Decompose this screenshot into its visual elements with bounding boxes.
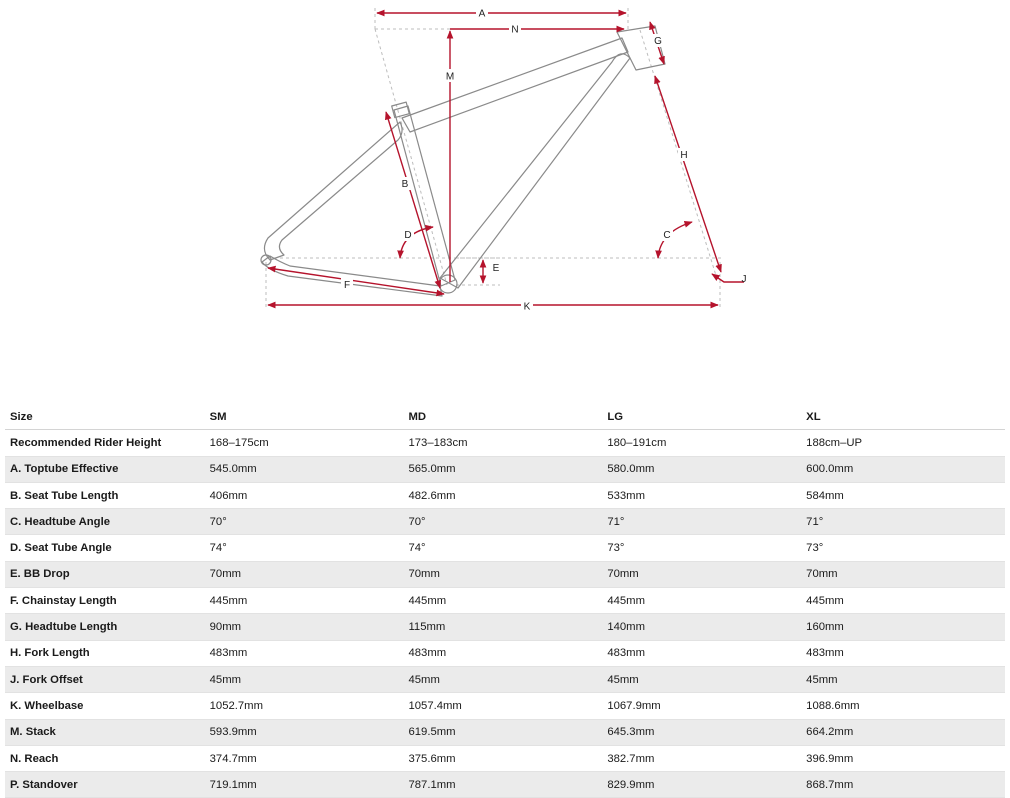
cell-sm: 545.0mm <box>205 456 404 482</box>
table-row <box>5 719 1005 745</box>
cell-md: 445mm <box>403 588 602 614</box>
seat-tube <box>394 106 455 286</box>
dimension-lines <box>268 13 744 305</box>
cell-sm: 406mm <box>205 482 404 508</box>
table-row <box>5 614 1005 640</box>
label-m: M <box>445 71 455 83</box>
seat-stay <box>264 122 402 260</box>
table-row <box>5 640 1005 666</box>
bike-frame <box>261 26 665 296</box>
row-label: F. Chainstay Length <box>5 588 205 614</box>
geometry-svg <box>0 0 1010 330</box>
table-row <box>5 482 1005 508</box>
cell-sm: 70° <box>205 509 404 535</box>
cell-lg: 71° <box>602 509 801 535</box>
table-row <box>5 561 1005 587</box>
row-label: C. Headtube Angle <box>5 509 205 535</box>
row-label: D. Seat Tube Angle <box>5 535 205 561</box>
cell-xl: 445mm <box>801 588 1005 614</box>
row-label: E. BB Drop <box>5 561 205 587</box>
table-row <box>5 772 1005 798</box>
label-a: A <box>478 8 486 20</box>
cell-md: 787.1mm <box>403 772 602 798</box>
cell-sm: 593.9mm <box>205 719 404 745</box>
cell-sm: 70mm <box>205 561 404 587</box>
guide-seat-axis <box>375 29 447 285</box>
cell-lg: 180–191cm <box>602 430 801 456</box>
row-label: J. Fork Offset <box>5 666 205 692</box>
row-label: M. Stack <box>5 719 205 745</box>
cell-md: 70° <box>403 509 602 535</box>
table-header-row <box>5 404 1005 430</box>
label-b: B <box>401 179 409 190</box>
label-n: N <box>511 24 519 36</box>
cell-xl: 70mm <box>801 561 1005 587</box>
cell-md: 70mm <box>403 561 602 587</box>
down-tube <box>440 54 630 288</box>
cell-xl: 73° <box>801 535 1005 561</box>
cell-md: 483mm <box>403 640 602 666</box>
cell-sm: 45mm <box>205 666 404 692</box>
cell-lg: 533mm <box>602 482 801 508</box>
cell-lg: 829.9mm <box>602 772 801 798</box>
row-label: P. Standover <box>5 772 205 798</box>
table-row <box>5 745 1005 771</box>
table-row <box>5 666 1005 692</box>
cell-sm: 374.7mm <box>205 745 404 771</box>
cell-lg: 645.3mm <box>602 719 801 745</box>
cell-xl: 396.9mm <box>801 745 1005 771</box>
cell-lg: 1067.9mm <box>602 693 801 719</box>
cell-xl: 71° <box>801 509 1005 535</box>
table-row <box>5 535 1005 561</box>
bottom-bracket <box>439 275 457 293</box>
table-row <box>5 509 1005 535</box>
label-j: J <box>741 274 747 285</box>
dim-j-line <box>712 274 744 282</box>
table-row <box>5 430 1005 456</box>
dim-f-line <box>268 268 444 294</box>
label-k: K <box>523 301 531 313</box>
cell-sm: 719.1mm <box>205 772 404 798</box>
cell-xl: 45mm <box>801 666 1005 692</box>
label-c: C <box>663 230 671 241</box>
cell-lg: 70mm <box>602 561 801 587</box>
label-h: H <box>680 150 688 161</box>
cell-md: 482.6mm <box>403 482 602 508</box>
row-label: K. Wheelbase <box>5 693 205 719</box>
cell-md: 45mm <box>403 666 602 692</box>
dim-b-line <box>386 112 440 288</box>
cell-sm: 483mm <box>205 640 404 666</box>
cell-lg: 445mm <box>602 588 801 614</box>
dimension-labels <box>341 6 747 313</box>
cell-xl: 188cm–UP <box>801 430 1005 456</box>
cell-sm: 1052.7mm <box>205 693 404 719</box>
cell-md: 375.6mm <box>403 745 602 771</box>
label-g: G <box>654 36 662 47</box>
cell-sm: 74° <box>205 535 404 561</box>
dim-h-line <box>655 76 721 272</box>
cell-lg: 483mm <box>602 640 801 666</box>
row-label: H. Fork Length <box>5 640 205 666</box>
frame-geometry-diagram <box>0 0 1010 330</box>
cell-md: 173–183cm <box>403 430 602 456</box>
label-d: D <box>404 230 412 241</box>
cell-xl: 868.7mm <box>801 772 1005 798</box>
cell-md: 565.0mm <box>403 456 602 482</box>
cell-lg: 140mm <box>602 614 801 640</box>
cell-md: 1057.4mm <box>403 693 602 719</box>
cell-lg: 580.0mm <box>602 456 801 482</box>
cell-lg: 382.7mm <box>602 745 801 771</box>
cell-xl: 1088.6mm <box>801 693 1005 719</box>
row-label: N. Reach <box>5 745 205 771</box>
cell-xl: 584mm <box>801 482 1005 508</box>
header-xl: XL <box>801 404 1005 430</box>
cell-md: 115mm <box>403 614 602 640</box>
cell-md: 619.5mm <box>403 719 602 745</box>
header-sm: SM <box>205 404 404 430</box>
table-row <box>5 456 1005 482</box>
cell-sm: 90mm <box>205 614 404 640</box>
header-size: Size <box>5 404 205 430</box>
row-label: B. Seat Tube Length <box>5 482 205 508</box>
table-row <box>5 588 1005 614</box>
cell-lg: 45mm <box>602 666 801 692</box>
cell-sm: 168–175cm <box>205 430 404 456</box>
row-label: A. Toptube Effective <box>5 456 205 482</box>
label-e: E <box>492 263 500 274</box>
row-label: Recommended Rider Height <box>5 430 205 456</box>
cell-sm: 445mm <box>205 588 404 614</box>
row-label: G. Headtube Length <box>5 614 205 640</box>
header-md: MD <box>403 404 602 430</box>
cell-lg: 73° <box>602 535 801 561</box>
cell-xl: 160mm <box>801 614 1005 640</box>
cell-xl: 664.2mm <box>801 719 1005 745</box>
cell-xl: 600.0mm <box>801 456 1005 482</box>
label-f: F <box>343 280 351 291</box>
cell-md: 74° <box>403 535 602 561</box>
geometry-table <box>5 404 1005 798</box>
cell-xl: 483mm <box>801 640 1005 666</box>
header-lg: LG <box>602 404 801 430</box>
table-row <box>5 693 1005 719</box>
